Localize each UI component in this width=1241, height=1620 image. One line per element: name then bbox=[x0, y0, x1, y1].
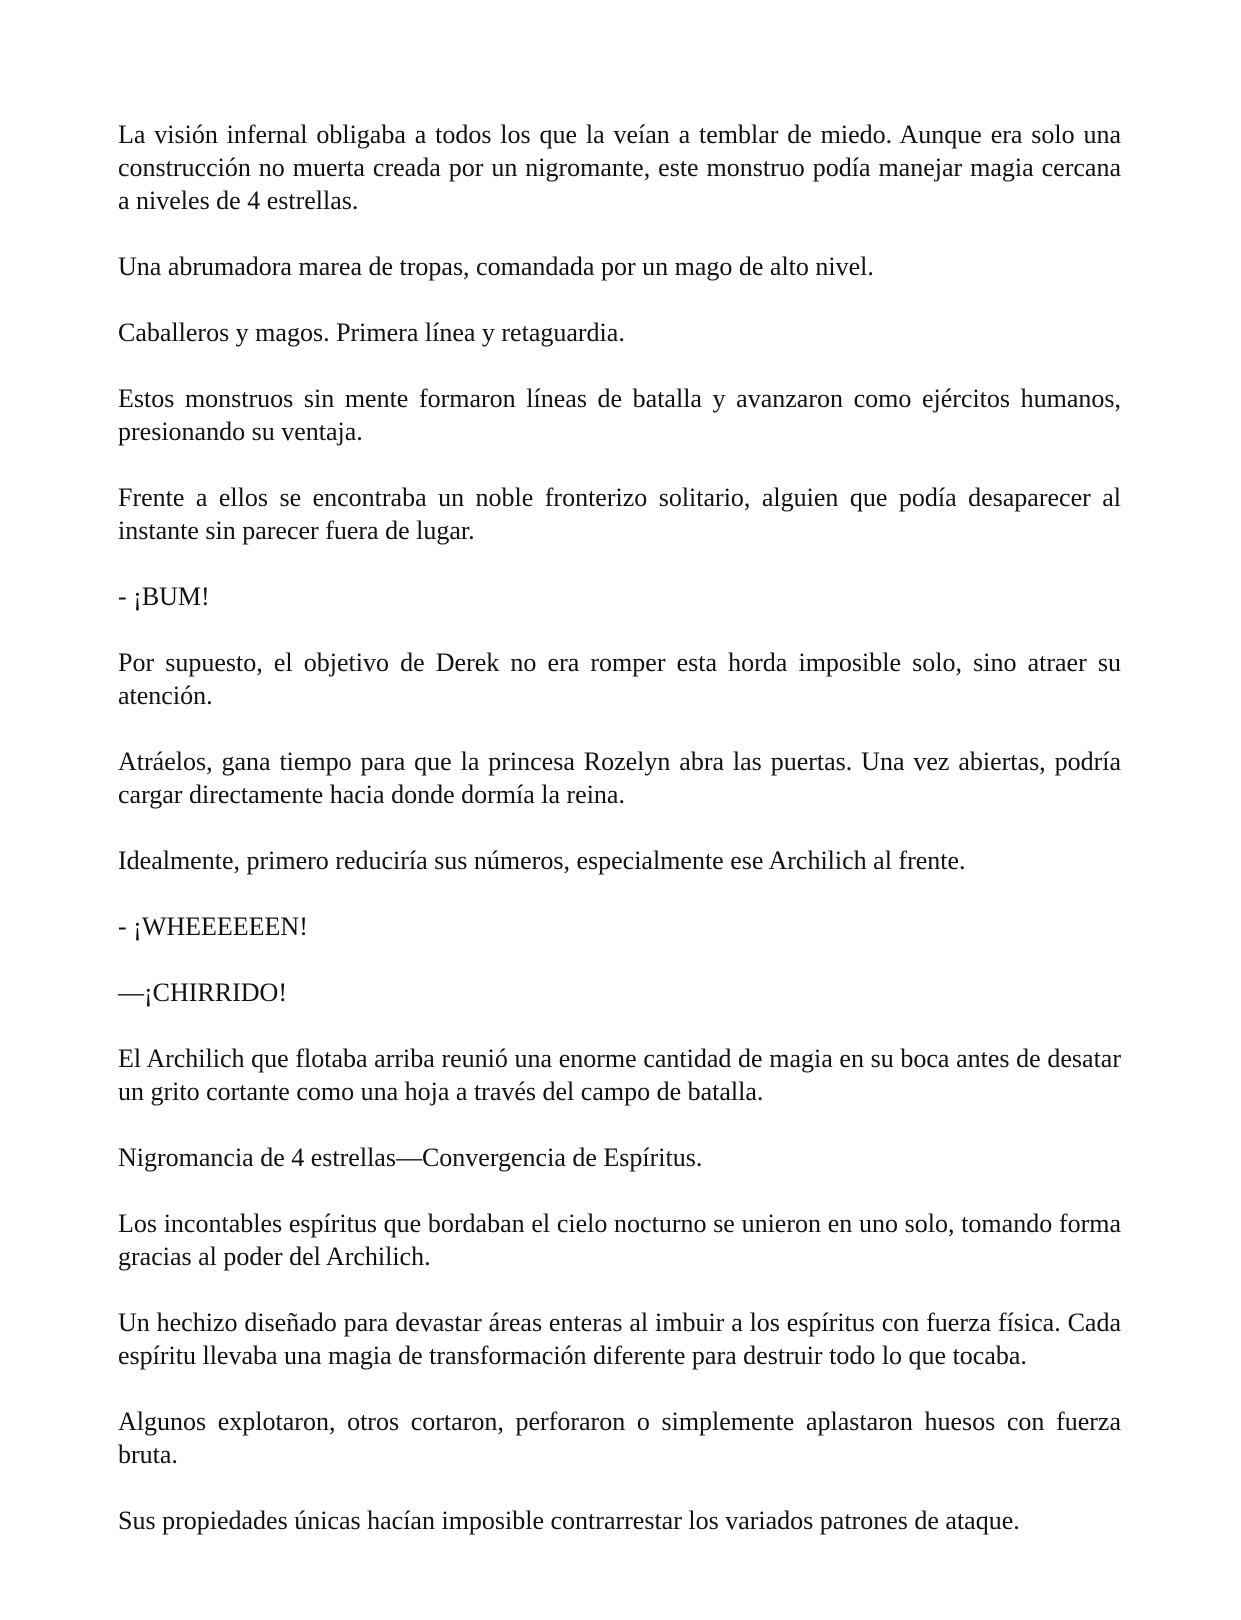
paragraph: Nigromancia de 4 estrellas—Convergencia de Espíritus. bbox=[118, 1143, 703, 1172]
paragraph: Frente a ellos se encontraba un noble fronterizo solitario, alguien que podía desaparecer al instante sin parecer fuera de lugar. bbox=[118, 483, 1121, 545]
paragraph: Por supuesto, el objetivo de Derek no era romper esta horda imposible solo, sino atraer su atención. bbox=[118, 648, 1121, 710]
paragraph: Atráelos, gana tiempo para que la princesa Rozelyn abra las puertas. Una vez abiertas, podría cargar directamente hacia donde dormía la reina. bbox=[118, 747, 1121, 809]
paragraph: Un hechizo diseñado para devastar áreas enteras al imbuir a los espíritus con fuerza física. Cada espíritu llevaba una magia de transformación diferente para destruir todo lo que tocaba. bbox=[118, 1308, 1121, 1370]
paragraph: —¡CHIRRIDO! bbox=[118, 978, 287, 1007]
paragraph: Sus propiedades únicas hacían imposible contrarrestar los variados patrones de ataque. bbox=[118, 1506, 1020, 1535]
paragraph: Idealmente, primero reduciría sus números, especialmente ese Archilich al frente. bbox=[118, 846, 966, 875]
document-body bbox=[118, 118, 1121, 1537]
paragraph: - ¡WHEEEEEEN! bbox=[118, 912, 308, 941]
paragraph: Estos monstruos sin mente formaron líneas de batalla y avanzaron como ejércitos humanos, presionando su ventaja. bbox=[118, 384, 1121, 446]
paragraph: La visión infernal obligaba a todos los que la veían a temblar de miedo. Aunque era solo una construcción no muerta creada por un nigromante, este monstruo podía manejar magia cercana a niveles de 4 estrellas. bbox=[118, 120, 1121, 215]
paragraph: Caballeros y magos. Primera línea y retaguardia. bbox=[118, 318, 625, 347]
paragraph: - ¡BUM! bbox=[118, 582, 210, 611]
paragraph: Los incontables espíritus que bordaban el cielo nocturno se unieron en uno solo, tomando forma gracias al poder del Archilich. bbox=[118, 1209, 1121, 1271]
paragraph: Una abrumadora marea de tropas, comandada por un mago de alto nivel. bbox=[118, 252, 874, 281]
paragraph: Algunos explotaron, otros cortaron, perforaron o simplemente aplastaron huesos con fuerza bruta. bbox=[118, 1407, 1121, 1469]
paragraph: El Archilich que flotaba arriba reunió una enorme cantidad de magia en su boca antes de desatar un grito cortante como una hoja a través del campo de batalla. bbox=[118, 1044, 1121, 1106]
